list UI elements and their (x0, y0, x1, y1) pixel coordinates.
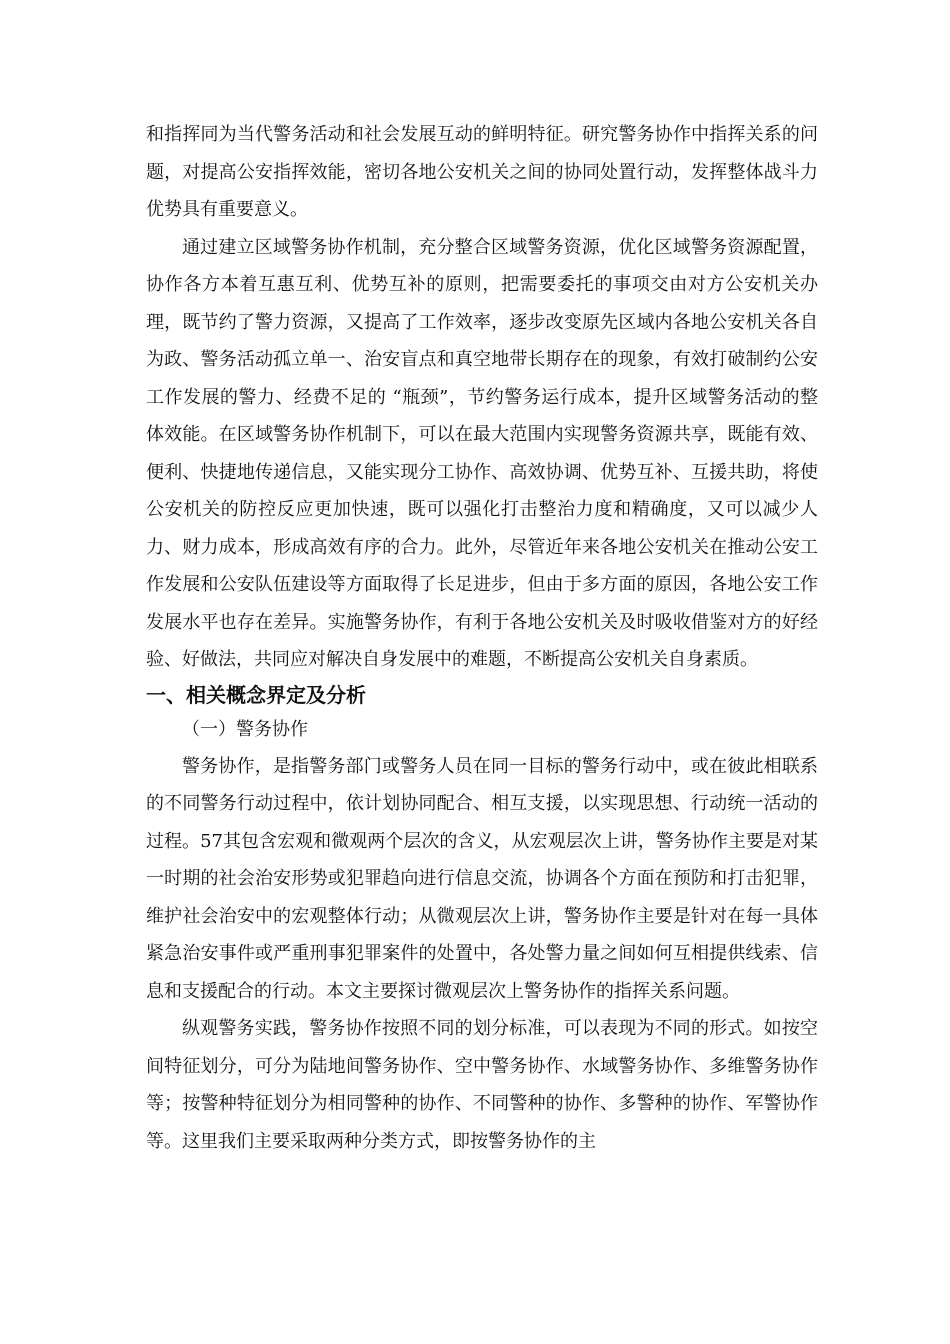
paragraph-intro-continued: 和指挥同为当代警务活动和社会发展互动的鲜明特征。研究警务协作中指挥关系的问题，对提高公安指挥效能，密切各地公安机关之间的协同处置行动，发挥整体战斗力优势具有重要意义。 (146, 124, 818, 220)
document-page (146, 116, 818, 1160)
section-heading: 一、相关概念界定及分析 (146, 682, 366, 707)
subsection-heading: （一）警务协作 (182, 718, 308, 740)
paragraph-regional-cooperation: 通过建立区域警务协作机制，充分整合区域警务资源，优化区域警务资源配置，协作各方本着互惠互利、优势互补的原则，把需要委托的事项交由对方公安机关办理，既节约了警力资源，又提高了工作效率，逐步改变原先区域内各地公安机关各自为政、警务活动孤立单一、治安盲点和真空地带长期存在的现象，有效打破制约公安工作发展的警力、经费不足的 “瓶颈”，节约警务运行成本，提升区域警务活动的整体效能。在区域警务协作机制下，可以在最大范围内实现警务资源共享，既能有效、便利、快捷地传递信息，又能实现分工协作、高效协调、优势互补、互援共助，将使公安机关的防控反应更加快速，既可以强化打击整治力度和精确度，又可以减少人力、财力成本，形成高效有序的合力。此外，尽管近年来各地公安机关在推动公安工作发展和公安队伍建设等方面取得了长足进步，但由于多方面的原因，各地公安工作发展水平也存在差异。实施警务协作，有利于各地公安机关及时吸收借鉴对方的好经验、好做法，共同应对解决自身发展中的难题，不断提高公安机关自身素质。 (146, 236, 818, 670)
paragraph-definition: 警务协作，是指警务部门或警务人员在同一目标的警务行动中，或在彼此相联系的不同警务行动过程中，依计划协同配合、相互支援，以实现思想、行动统一活动的过程。57其包含宏观和微观两个层次的含义，从宏观层次上讲，警务协作主要是对某一时期的社会治安形势或犯罪趋向进行信息交流，协调各个方面在预防和打击犯罪，维护社会治安中的宏观整体行动；从微观层次上讲，警务协作主要是针对在每一具体紧急治安事件或严重刑事犯罪案件的处置中，各处警力量之间如何互相提供线索、信息和支援配合的行动。本文主要探讨微观层次上警务协作的指挥关系问题。 (146, 755, 818, 1002)
paragraph-classification: 纵观警务实践，警务协作按照不同的划分标准，可以表现为不同的形式。如按空间特征划分，可分为陆地间警务协作、空中警务协作、水域警务协作、多维警务协作等；按警种特征划分为相同警种的协作、不同警种的协作、多警种的协作、军警协作等。这里我们主要采取两种分类方式，即按警务协作的主 (146, 1018, 818, 1152)
